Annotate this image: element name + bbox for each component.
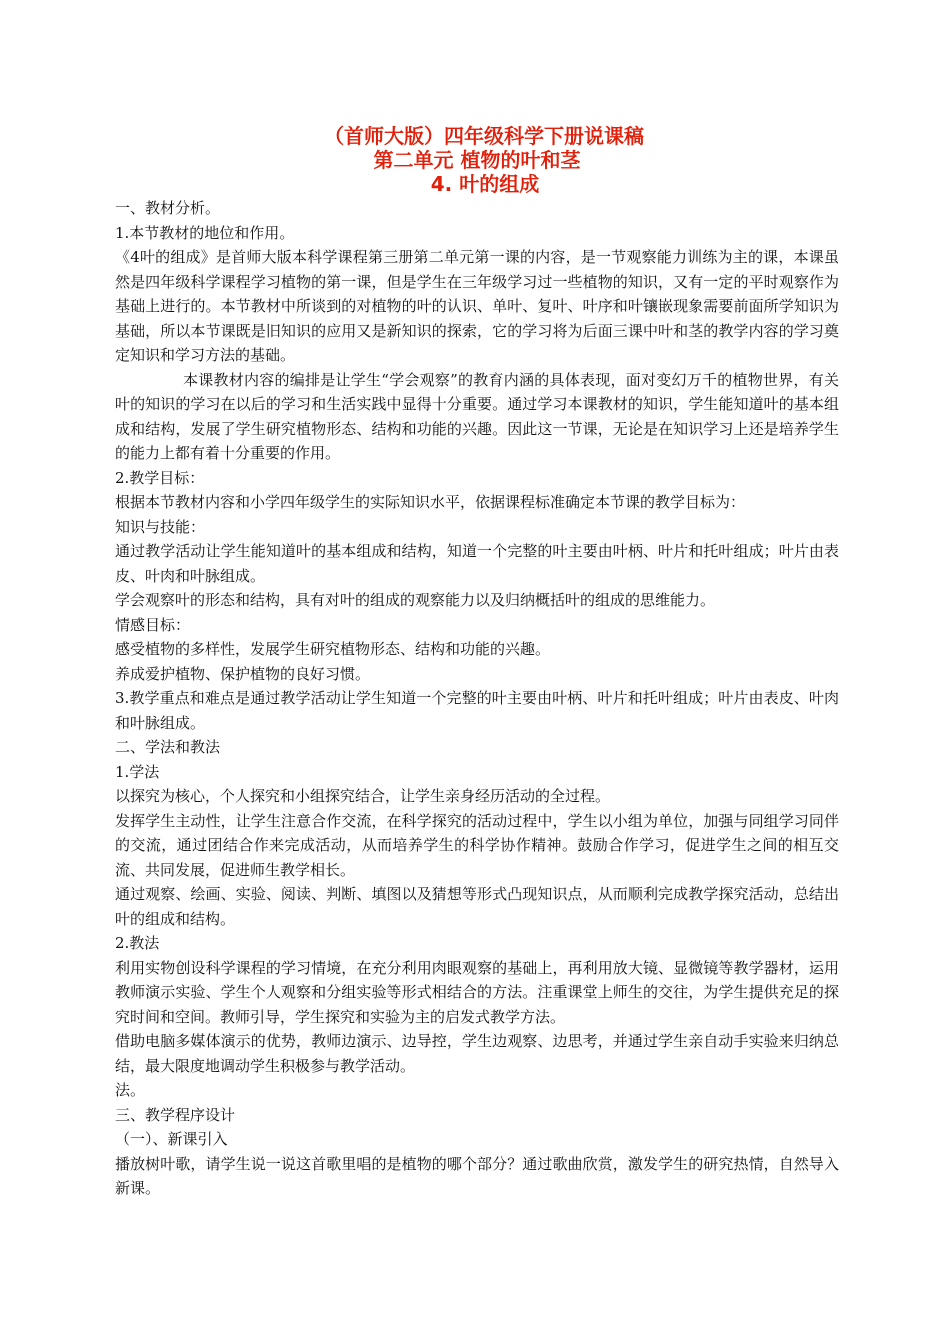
document-page	[115, 124, 839, 1201]
paragraph: 以探究为核心，个人探究和小组探究结合，让学生亲身经历活动的全过程。	[115, 787, 611, 805]
section-heading-3: 三、教学程序设计	[115, 1105, 236, 1124]
paragraph: 借助电脑多媒体演示的优势，教师边演示、边导控，学生边观察、边思考，并通过学生亲自动手实验来归纳总结，最大限度地调动学生积极参与教学活动。	[115, 1032, 839, 1075]
subheading: 2.教法	[115, 934, 160, 952]
paragraph: 《4叶的组成》是首师大版本科学课程第三册第二单元第一课的内容，是一节观察能力训练为主的课，本课虽然是四年级科学课程学习植物的第一课，但是学生在三年级学习过一些植物的知识，又有一定的平时观察作为基础上进行的。本节教材中所谈到的对植物的叶的认识、单叶、复叶、叶序和叶镶嵌现象需要前面所学知识为基础，所以本节课既是旧知识的应用又是新知识的探索，它的学习将为后面三课中叶和茎的教学内容的学习奠定知识和学习方法的基础。	[115, 248, 839, 364]
paragraph: 根据本节教材内容和小学四年级学生的实际知识水平，依据课程标准确定本节课的教学目标为：	[115, 493, 746, 511]
paragraph: 通过观察、绘画、实验、阅读、判断、填图以及猜想等形式凸现知识点，从而顺利完成教学探究活动，总结出叶的组成和结构。	[115, 885, 839, 928]
paragraph: 本课教材内容的编排是让学生“学会观察”的教育内涵的具体表现，面对变幻万千的植物世界，有关叶的知识的学习在以后的学习和生活实践中显得十分重要。通过学习本课教材的知识，学生能知道叶的基本组成和结构，发展了学生研究植物形态、结构和功能的兴趣。因此这一节课，无论是在知识学习上还是培养学生的能力上都有着十分重要的作用。	[115, 370, 839, 462]
subheading: 1.学法	[115, 762, 160, 781]
paragraph: 养成爱护植物、保护植物的良好习惯。	[115, 664, 371, 683]
paragraph: 播放树叶歌，请学生说一说这首歌里唱的是植物的哪个部分？通过歌曲欣赏，激发学生的研究热情，自然导入新课。	[115, 1154, 839, 1197]
unit-title: 第二单元 植物的叶和茎	[373, 148, 581, 172]
subheading: 知识与技能：	[115, 517, 206, 536]
lesson-title: 4. 叶的组成	[430, 172, 540, 196]
subheading: 2.教学目标：	[115, 468, 205, 487]
document-title: （首师大版）四年级科学下册说课稿	[324, 124, 644, 148]
paragraph: 利用实物创设科学课程的学习情境，在充分利用肉眼观察的基础上，再利用放大镜、显微镜等教学器材，运用教师演示实验、学生个人观察和分组实验等形式相结合的方法。注重课堂上师生的交往，为学生提供充足的探究时间和空间。教师引导，学生探究和实验为主的启发式教学方法。	[115, 958, 839, 1026]
section-heading-1: 一、教材分析。	[115, 199, 221, 217]
paragraph: 发挥学生主动性，让学生注意合作交流，在科学探究的活动过程中，学生以小组为单位，加强与同组学习同伴的交流，通过团结合作来完成活动，从而培养学生的科学协作精神。鼓励合作学习，促进学生之间的相互交流、共同发展，促进师生教学相长。	[115, 811, 839, 879]
section-heading-2: 二、学法和教法	[115, 738, 221, 756]
paragraph: 3.教学重点和难点是通过教学活动让学生知道一个完整的叶主要由叶柄、叶片和托叶组成；叶片由表皮、叶肉和叶脉组成。	[115, 689, 839, 732]
subheading: （一）、新课引入	[115, 1130, 228, 1148]
paragraph: 学会观察叶的形态和结构，具有对叶的组成的观察能力以及归纳概括叶的组成的思维能力。	[115, 591, 716, 609]
paragraph: 法。	[115, 1081, 146, 1099]
paragraph: 通过教学活动让学生能知道叶的基本组成和结构，知道一个完整的叶主要由叶柄、叶片和托叶组成；叶片由表皮、叶肉和叶脉组成。	[115, 542, 839, 585]
subheading: 1.本节教材的地位和作用。	[115, 223, 295, 242]
paragraph: 感受植物的多样性，发展学生研究植物形态、结构和功能的兴趣。	[115, 640, 551, 658]
subheading: 情感目标：	[115, 615, 191, 634]
